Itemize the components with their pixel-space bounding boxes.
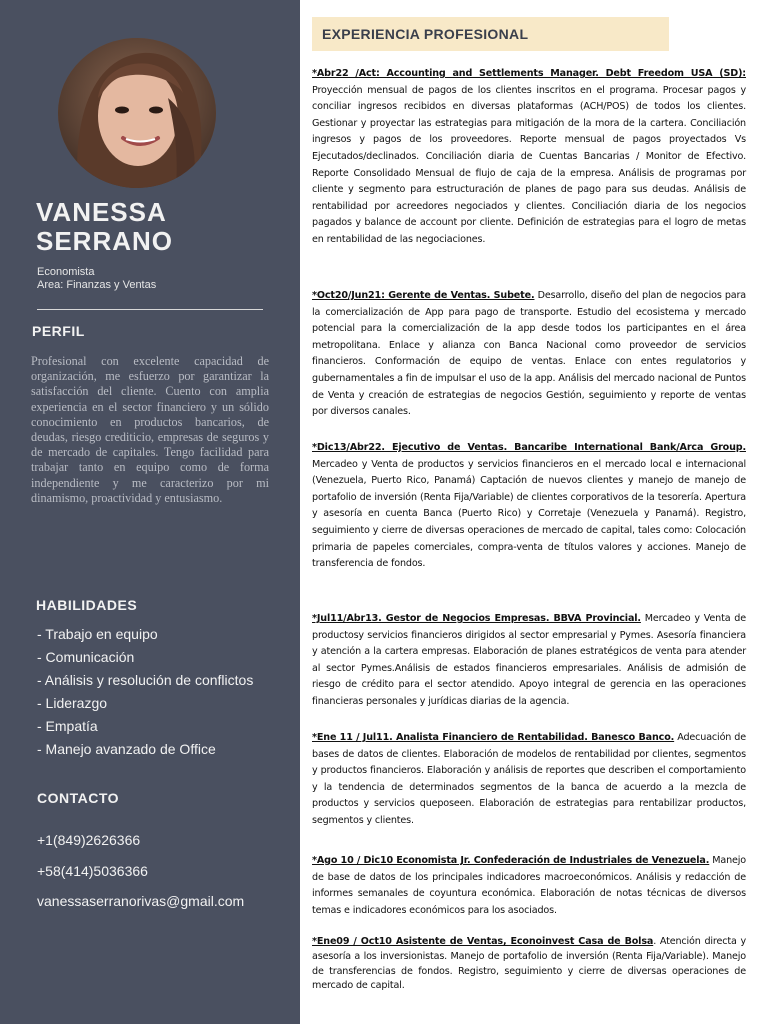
phone-number-2[interactable]: +58(414)5036366 (37, 863, 148, 879)
job-entry (312, 730, 746, 830)
skill-item: - Trabajo en equipo (37, 626, 158, 642)
skill-item: - Análisis y resolución de conflictos (37, 672, 254, 688)
job-entry (312, 611, 746, 711)
job-title: *Oct20/Jun21: Gerente de Ventas. Subete. (312, 290, 535, 301)
full-name (36, 198, 286, 256)
email-address[interactable]: vanessaserranorivas@gmail.com (37, 893, 245, 909)
job-description: . Atención directa y asesoría a los inversionistas. Manejo de portafolio de inversión (Renta Fija/Variable). Manejo de transferencias de fondos. Registro, seguimiento y cierre de diversas operaciones de mercado de capital. (312, 936, 746, 992)
skill-item: - Manejo avanzado de Office (37, 741, 216, 757)
job-entry (312, 440, 746, 573)
job-title: *Dic13/Abr22. Ejecutivo de Ventas. Bancaribe International Bank/Arca Group. (312, 442, 746, 453)
job-description: Proyección mensual de pagos de los clientes inscritos en el programa. Procesar pagos y conciliar ingresos recibidos en diversas plataformas (ACH/POS) de todos los clientes. Gestionar y proyectar las estrategias para mitigación de la mora de la cartera. Conciliación ingresos y pagos de los proveedores. Reporte mensual de pagos proyectados Vs Ejecutados/declinados. Conciliación diaria de Cuentas Bancarias / Monitor de Efectivo. Reporte Consolidado Mensual de flujo de caja de la empresa. Análisis de programas por cliente y segmento para estructuración de planes de pago para sus deudas. Análisis de rentabilidad por acreedores negociados y clientes. Conciliación diaria de los negocios pagados y balance de account por cliente. Definición de estrategias para el logro de metas en rentabilidad de las negociaciones. (312, 84, 746, 245)
main-content (300, 0, 768, 1024)
area: Area: Finanzas y Ventas (37, 279, 157, 291)
skill-item: - Empatía (37, 718, 98, 734)
job-entry (312, 288, 746, 421)
skills-list (37, 625, 287, 763)
first-name: VANESSA (36, 197, 167, 227)
job-entry (312, 66, 746, 249)
divider (37, 309, 263, 310)
job-description: Manejo de base de datos de los principales indicadores macroeconómicos. Análisis y redacción de informes semanales de coyuntura económica. Elaboración de notas técnicas de diversos temas e indicadores económicos para los asociados. (312, 855, 746, 916)
profile-photo-image (58, 38, 216, 188)
job-title: *Ago 10 / Dic10 Economista Jr. Confederación de Industriales de Venezuela. (312, 855, 710, 866)
profession: Economista (37, 266, 95, 278)
job-title: *Abr22 /Act: Accounting and Settlements Manager. Debt Freedom USA (SD): (312, 68, 746, 79)
job-subtitle (37, 266, 277, 292)
experience-heading-box (312, 17, 669, 51)
perfil-heading: PERFIL (32, 323, 85, 339)
job-title: *Ene09 / Oct10 Asistente de Ventas, Econoinvest Casa de Bolsa (312, 936, 654, 947)
phone-number-1[interactable]: +1(849)2626366 (37, 832, 141, 848)
job-title: *Ene 11 / Jul11. Analista Financiero de Rentabilidad. Banesco Banco. (312, 732, 675, 743)
job-description: Adecuación de bases de datos de clientes. Elaboración de modelos de rentabilidad por clientes, segmentos y productos financieros. Elaboración y análisis de reportes que describen el comportamiento y la tendencia de determinados segmentos de la banca de acuerdo a la mezcla de productos y servicios queposeen. Elaboración de estrategias para rentabilizar productos, segmentos y clientes. (312, 732, 746, 826)
job-title: *Jul11/Abr13. Gestor de Negocios Empresas. BBVA Provincial. (312, 613, 641, 624)
skills-heading: HABILIDADES (36, 597, 138, 613)
job-entry (312, 853, 746, 919)
job-description: Mercadeo y Venta de productosy servicios financieros dirigidos al sector empresarial y Pymes. Asesoría financiera y atención a la cartera empresas. Elaboración de planes estratégicos de venta para atender al sector Pymes.Análisis de estados financieros empresariales. Análisis de admisión de riesgo de crédito para el sector atendido. Apoyo integral de gerencia en las operaciones financieras personales y jurídicas diarias de la agencia. (312, 613, 746, 707)
sidebar (0, 0, 300, 1024)
skill-item: - Liderazgo (37, 695, 108, 711)
experience-heading: EXPERIENCIA PROFESIONAL (322, 26, 529, 42)
job-entry (312, 935, 746, 994)
job-description: Desarrollo, diseño del plan de negocios para la comercialización de App para pago de transporte. Estudio del ecosistema y mercado potencial para la comercialización de la app desde todos los participantes en el área metropolitana. Enlace y alianza con Banca Nacional como proveedor de servicios financieros. Conformación de equipo de ventas. Enlace con entes regulatorios y gubernamentales a fin de impulsar el uso de la app. Análisis del mercado nacional de Puntos de Venta y creación de estrategias de negocios Gestión, seguimiento y reporte de ventas por diversos canales. (312, 290, 747, 418)
job-description: Mercadeo y Venta de productos y servicios financieros en el mercado local e internacional (Venezuela, Puerto Rico, Panamá) Captación de nuevos clientes y manejo de manejo de portafolio de inversión (Renta Fija/Variable) de clientes corporativos de la tesorería. Apertura y asesoría en cuenta Banca (Puerto Rico) y Corretaje (Venezuela y Panamá). Registro, seguimiento y cierre de diversas operaciones de mercado de capital, tales como: Colocación primaria de papeles comerciales, compra-venta de títulos valores y acciones. Manejo de transferencia de fondos. (312, 458, 746, 570)
last-name: SERRANO (36, 226, 174, 256)
profile-photo (58, 38, 216, 188)
skill-item: - Comunicación (37, 649, 135, 665)
perfil-text: Profesional con excelente capacidad de organización, me esfuerzo por garantizar la satisfacción del cliente. Cuento con amplia experiencia en el sector financiero y un sólido conocimiento en productos bancarios, de deudas, riesgo crediticio, empresas de seguros y de mercado de capitales. Tengo facilidad para trabajar tanto en equipo como de forma independiente y me caracterizo por mi dinamismo, proactividad y entusiasmo. (31, 354, 269, 505)
contact-heading: CONTACTO (37, 790, 120, 806)
